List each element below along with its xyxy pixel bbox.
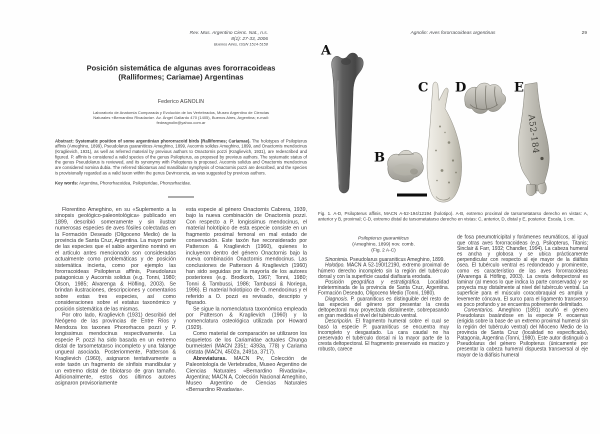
- species-heading-figref: (Fig. 2 A-C): [371, 247, 396, 253]
- abstract-body: The holotypes of Psilopterus affinis (Ameghino, 1899), Pseudolarus guaraniticus Ameghino, 1899, Aucornis solidus Ameghino, 1899, and Onactornis mendocinus (Kraglievich, 1931), as well as referred material by previous authors to Onactornis pozzi (Kraglievich, 1931), are redescribed and figured. P. affinis is considered a valid species of the genus Psilopterus, as proposed by previous authors. The systematic status of the genus Pseudolarus is reviewed, and its synonymy with Psilopterus is proposed. Aucornis solidus and Onactornis mendocinus are considered nomina dubia. The referred tibiotarsus and mandibular symphysis of Onactornis pozzi are described, and the species is provisionally regarded as a valid taxon within the genus Devincenzia, as was suggested by previous authors.: [55, 138, 308, 176]
- page-left: [55, 28, 307, 393]
- affiliation-line2: Naturales «Bernardino Rivadavia». Av. Ángel Gallardo 470 (1405), Buenos Aires, Argentina; e-mail:: [93, 115, 269, 120]
- left-page-body-columns: [55, 207, 307, 393]
- bone-photo-d-tarsometatarsus-distal-view: [465, 83, 506, 113]
- figure-label-d: D: [455, 80, 467, 96]
- figure-label-b: B: [374, 150, 385, 166]
- right-page-column-2: [457, 235, 588, 358]
- bone-foramen: [540, 157, 543, 160]
- abstract: [55, 138, 307, 175]
- figure-label-e: E: [514, 80, 524, 96]
- bone-photo-c-tarsometatarsus-distal-anterior: [427, 82, 462, 202]
- figure-caption: Fig. 1. A-D, Psilopterus affinis, MACN A-52-194/12194 (holotipo). A-B, extremo proximal de tarsometatarso derecho en vistas: A, anterior y B, proximal; C-D, extremo distal de tarsometatarso derecho en vistas: C, anterior, D, distal y E, posterior. Escala, 1 cm.: [318, 211, 588, 222]
- paragraph: Como material de comparación se utilizaron los esqueletos de los Cariamidae actuales Chunga burmeisteri (MACN 2351; 4393a, 778) y Cariama cristata (MACN, 4502a, 2491a, 3717).: [186, 330, 307, 356]
- running-head: [318, 30, 588, 37]
- affiliation: [55, 110, 307, 125]
- keywords: [55, 180, 307, 185]
- right-page-column-1: [318, 235, 449, 358]
- paragraph-text: P. guaraniticus es distinguible del resto de las especies del género por presentar la cresta deltopectoral muy proyectada distalmente, sobrepasando en gran medida el nivel del tubérculo ventral.: [318, 296, 449, 319]
- paragraph: esta especie al género Onactornis Cabrera, 1939, bajo la nueva combinación de Onactornis pozzi. Con respecto a P. longissimus mendocinus, el material holotípico de esta especie consiste en un fragmento proximal femoral en mal estado de conservación. Este taxón fue reconsiderado por Patterson & Kraglievich (1960), quienes lo incluyeron dentro del género Onactornis bajo la nueva combinación Onactornis mendocinus. Las conclusiones de Patterson & Kraglievich (1960) han sido seguidas por la mayoría de los autores posteriores (e.g. Brodkorb, 1967; Tonni, 1980; Tonni & Tambussi, 1986; Tambussi & Noriega, 1996). El material holotípico de O. mendocinus y el referido a O. pozzi es revisado, descripto y figurado.: [186, 206, 307, 306]
- keywords-label: Key words:: [55, 180, 79, 186]
- paragraph-text: Localidad indeterminada de la provincia de Santa Cruz, Argentina. Formación Deseado, Oligoceno Medio (Tonni, 1980).: [318, 279, 450, 297]
- figure-1: [318, 39, 588, 210]
- bone-photo-e-tarsometatarsus-distal-posterior: [518, 83, 549, 196]
- journal-ref-line3: Buenos Aires, ISSN 1514-5158: [213, 41, 268, 47]
- paragraph-lead: Abreviaturas.: [193, 355, 227, 362]
- paragraph-lead: Comentarios.: [464, 307, 494, 314]
- abstract-label: Abstract: Systematic position of some argentinian phororracoid birds (Ralliformes; Cariamae).: [55, 138, 251, 144]
- bone-photo-b-tarsometatarsus-proximal-view: [388, 150, 424, 182]
- paragraph-descripcion: [318, 319, 449, 353]
- paragraph-lead: Posición geográfica y estratigráfica.: [325, 279, 421, 285]
- journal-ref-line2: 8(1): 27-33, 2006: [231, 35, 268, 42]
- paragraph-text: MACN A 52-190/12190, extremo proximal de húmero derecho incompleto sin la región del tubérculo dorsal y con la superficie caudal diafisaria erodada.: [318, 262, 449, 280]
- paragraph-text: Pseudolarus guaraniticus Ameghino, 1899.: [349, 257, 445, 263]
- paragraph-text: El fragmento humeral sobre el cual se basó la especie P. guaraniticus se encuentra muy incompleto y desgastado. La cara caudal no ha preservado el tubérculo dorsal ni la mayor parte de la cresta deltopectoral. El fragmento preservado es macizo y robusto, carece: [318, 318, 449, 353]
- paragraph: Por otro lado, Kraglievich (1931) describió del Neógeno de las provincias de Entre Ríos y Mendoza los taxones Phororhacos pozzi y P. longissimus mendocinus respectivamente. La especie P. pozzi ha sido basada en un extremo distal de tarsometatarso incompleto y una falange ungueal asociada. Posteriormente, Patterson & Kraglievich (1960), asignaron tentativamente a este taxón un fragmento de sínfisis mandibular y un extremo distal de tibiotarso de gran tamaño. Adicionalmente, estos dos últimos autores asignaron provisoriamente: [55, 311, 176, 387]
- paragraph: Florentino Ameghino, en su «Suplemento a la sinopsis geológico-paleontológica» publicado en 1899, describió someramente y sin ilustrar numerosas especies de aves fósiles colectadas en la Formación Deseado (Oligoceno Medio) de la provincia de Santa Cruz, Argentina. La mayor parte de las especies que el sabio argentino nominó en el artículo antes mencionado son consideradas actualmente como problemáticas y de posición sistemática incierta, como por ejemplo las fororracoideas Psilopterus affinis, Pseudolarus patagonicus y Aucornis solidus (e.g. Tonni, 1980; Olson, 1985; Alvarenga & Höfling, 2003). Se brindan ilustraciones, descripciones y comentarios sobre estas tres especies, así como consideraciones sobre el estatus taxonómico y posición sistemática de las mismas.: [55, 206, 176, 312]
- paragraph: Se sigue la nomenclatura taxonómica empleada por Patterson & Kraglievich (1960) y la nomenclatura osteológica utilizada por Howard (1929).: [186, 305, 307, 331]
- journal-reference: [55, 30, 307, 47]
- figure-label-c: C: [418, 80, 429, 96]
- paragraph-text: Ameghino (1891) acuñó el género Pseudolarus basándose en la especie P. eocaenus (erigida sobre la base de un extremo proximal humeral sin la región del tubérculo ventral) del Mioceno Medio de la provincia de Santa Cruz (localidad no especificada), Patagonia, Argentina (Tonni, 1980). Este autor distinguió a Pseudolarus del género Psilopterus (únicamente por presentar la cabeza humeral dispuesta transversal al eje mayor de la diáfisis humeral: [457, 307, 588, 358]
- keywords-text: Argentina, Phororhacoidea, Psilopteridae, Phorusrhacidae.: [79, 180, 192, 186]
- paragraph-lead: Diagnosis.: [325, 296, 349, 302]
- paragraph-diagnosis: [318, 296, 449, 318]
- affiliation-line3: fedeagnolin@yahoo.com.ar: [156, 120, 206, 125]
- author-name: Federico AGNOLIN: [157, 98, 205, 105]
- article-title-line1: Posición sistemática de algunas aves fororracoideas: [86, 63, 276, 73]
- figure-label-a: A: [321, 43, 332, 59]
- paragraph-abbreviations: [186, 355, 307, 392]
- species-heading: [318, 236, 449, 253]
- paragraph-procedencia: [318, 280, 449, 297]
- running-head-text: Agnolin: Aves fororracoideas argentinas: [410, 30, 496, 36]
- journal-ref-line1: Rev. Mus. Argentino Cienc. Nat., n.s.: [189, 30, 268, 36]
- paragraph-lead: Holotipo.: [325, 262, 345, 269]
- species-heading-name: Psilopterus guaraniticus: [358, 235, 409, 242]
- page-number: 29: [581, 30, 587, 36]
- left-page-column-2: [186, 207, 307, 393]
- paragraph-text: MACN Pv, Colección de Paleontología de Vertebrados, Museo Argentino de Ciencias Naturales «Bernardino Rivadavia», Argentina; MACN A, Colección Nacional Ameghino, Museo Argentino de Ciencias Naturales «Bernardino Rivadavia».: [186, 355, 308, 393]
- scale-bar: [397, 194, 427, 197]
- article-title: [55, 64, 307, 83]
- specimen-number-label: A52-184: [525, 114, 541, 155]
- species-heading-authorship: (Ameghino, 1899) nov. comb.: [352, 241, 415, 247]
- bone-photo-a-tarsometatarsus-proximal-anterior: [332, 53, 364, 193]
- paragraph: de fosa pneumotricipital y forámenes neumáticos, al igual que otras aves fororracoideas (e.g. Psilopterus, Titanis; Sinclair & Farr, 1932; Chandler, 1994). La cabeza humeral es ancha y globosa y se ubica prácticamente perpendicular con respecto al eje mayor de la diáfisis ósea. El tubérculo ventral es redondeado y prominente, como es característico de las aves fororracoideas (Alvarenga & Höfling, 2003). La cresta deltopectoral es laminar (al menos lo que indica la parte conservada) y se proyecta muy distalmente al nivel del tubérculo ventral. La superficie para el músculo coracobraquial es amplia y levemente cóncava. El surco para el ligamento transverso es poco profundo y se encuentra pobremente delimitado.: [457, 234, 588, 308]
- affiliation-line1: Laboratorio de Anatomía Comparada y Evolución de los Vertebrados, Museo Argentino de Ciencias: [92, 110, 270, 115]
- page-right: [318, 28, 588, 358]
- article-title-line2: (Ralliformes; Cariamae) Argentinas: [118, 73, 244, 82]
- left-page-column-1: [55, 207, 176, 393]
- paragraph-holotipo: [318, 263, 449, 280]
- paragraph-lead: Sinonimia.: [325, 257, 349, 263]
- paragraph-comentarios: [457, 308, 588, 358]
- bone-photographs: [318, 39, 588, 207]
- right-page-body-columns: [318, 235, 588, 358]
- paragraph-lead: Descripción.: [325, 318, 353, 325]
- section-divider: [168, 197, 194, 198]
